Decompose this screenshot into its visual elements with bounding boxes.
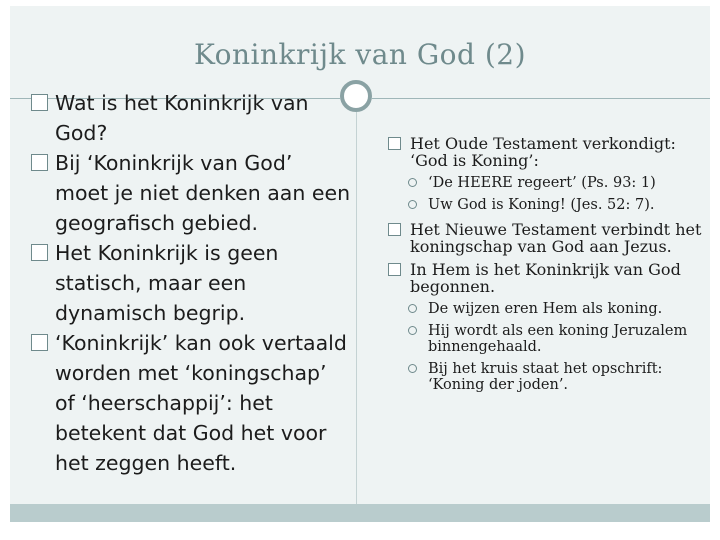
left-bullet — [31, 148, 351, 238]
checkbox-bullet-icon — [388, 223, 401, 236]
sub-bullet-text: Bij het kruis staat het opschrift: ‘Koning der joden’. — [428, 361, 663, 393]
checkbox-bullet-icon — [31, 334, 48, 351]
column-divider — [356, 112, 357, 504]
checkbox-bullet-icon — [388, 263, 401, 276]
sub-bullet — [406, 175, 708, 191]
circle-bullet-icon — [408, 200, 417, 209]
right-bullet — [388, 135, 708, 169]
sub-bullet — [406, 323, 708, 355]
sub-bullet — [406, 301, 708, 317]
checkbox-bullet-icon — [31, 244, 48, 261]
sub-bullet-text: Hij wordt als een koning Jeruzalem binnengehaald. — [428, 323, 688, 355]
sub-bullet-text: ‘De HEERE regeert’ (Ps. 93: 1) — [428, 175, 656, 191]
sub-bullet-text: Uw God is Koning! (Jes. 52: 7). — [428, 197, 655, 213]
slide-title: Koninkrijk van God (2) — [193, 38, 527, 71]
left-bullet-list — [31, 88, 351, 478]
left-bullet — [31, 328, 351, 478]
right-bullet-text: Het Nieuwe Testament verbindt het koningschap van God aan Jezus. — [410, 220, 702, 256]
circle-bullet-icon — [408, 178, 417, 187]
right-bullet-text: Het Oude Testament verkondigt: ‘God is Koning’: — [410, 134, 676, 170]
checkbox-bullet-icon — [31, 154, 48, 171]
left-bullet — [31, 238, 351, 328]
checkbox-bullet-icon — [31, 94, 48, 111]
left-bullet-text: Het Koninkrijk is geen statisch, maar een dynamisch begrip. — [55, 241, 279, 325]
left-bullet — [31, 88, 351, 148]
sub-bullet-list — [406, 175, 708, 213]
checkbox-bullet-icon — [388, 137, 401, 150]
left-bullet-text: ‘Koninkrijk’ kan ook vertaald worden met ‘koningschap’ of ‘heerschappij’: het betekent dat God het voor het zeggen heeft. — [55, 331, 347, 475]
circle-bullet-icon — [408, 326, 417, 335]
left-bullet-text: Wat is het Koninkrijk van God? — [55, 91, 309, 145]
right-bullet — [388, 221, 708, 255]
title-divider-right — [372, 98, 710, 99]
footer-bar — [10, 504, 710, 522]
circle-bullet-icon — [408, 304, 417, 313]
left-bullet-text: Bij ‘Koninkrijk van God’ moet je niet denken aan een geografisch gebied. — [55, 151, 351, 235]
right-bullet — [388, 261, 708, 295]
sub-bullet — [406, 361, 708, 393]
sub-bullet-text: De wijzen eren Hem als koning. — [428, 301, 663, 317]
right-bullet-list — [388, 135, 708, 401]
right-bullet-text: In Hem is het Koninkrijk van God begonnen. — [410, 260, 681, 296]
sub-bullet — [406, 197, 708, 213]
circle-bullet-icon — [408, 364, 417, 373]
sub-bullet-list — [406, 301, 708, 393]
